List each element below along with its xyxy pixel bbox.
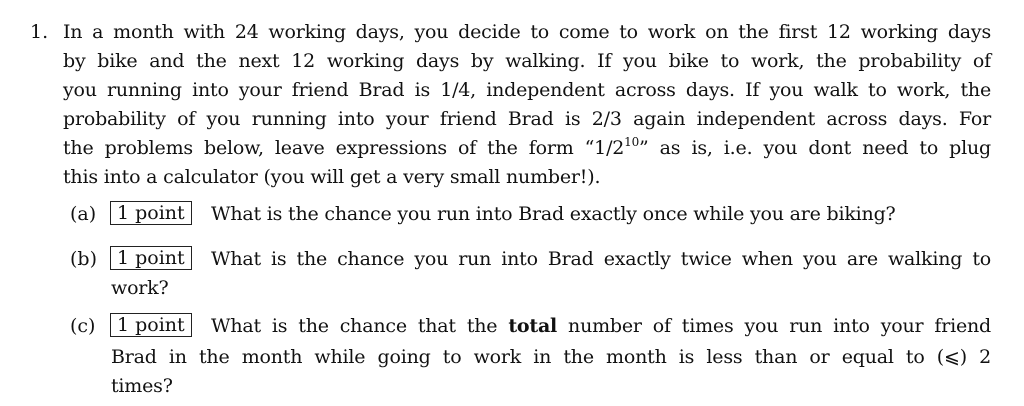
part-b-text-line-1: What is the chance you run into Brad exactly twice when you are walking to (211, 248, 991, 270)
question-line-5-start: the problems below, leave expressions of the form “1/2 (63, 137, 625, 159)
part-c-bold-word: total (508, 315, 558, 337)
part-b-label: (b) (70, 248, 97, 270)
part-c-text-line-3: times? (111, 375, 173, 397)
question-line-5-end: ” as is, i.e. you dont need to plug (639, 137, 991, 159)
exponent: 10 (624, 135, 640, 149)
question-line-2: by bike and the next 12 working days by walking. If you bike to work, the probability of (63, 50, 991, 72)
part-c-label: (c) (70, 315, 96, 337)
part-b-text-line-2: work? (111, 277, 169, 299)
question-number: 1. (30, 21, 49, 43)
part-a-points-box: 1 point (110, 201, 192, 225)
part-a-text: What is the chance you run into Brad exactly once while you are biking? (211, 203, 896, 225)
question-line-5 (63, 136, 991, 160)
question-line-3: you running into your friend Brad is 1/4, independent across days. If you walk to work, the (63, 79, 991, 101)
part-c-text-end: number of times you run into your friend (557, 315, 991, 337)
question-line-6: this into a calculator (you will get a very small number!). (63, 166, 601, 188)
question-line-1: In a month with 24 working days, you decide to come to work on the first 12 working days (63, 21, 991, 43)
part-c-text-start: What is the chance that the (211, 315, 509, 337)
part-c-text-line-1 (211, 314, 991, 338)
part-c-text-line-2: Brad in the month while going to work in the month is less than or equal to (⩽) 2 (111, 346, 991, 368)
part-c-points-box: 1 point (110, 313, 192, 337)
part-a-label: (a) (70, 203, 97, 225)
part-b-points-box: 1 point (110, 246, 192, 270)
question-line-4: probability of you running into your friend Brad is 2/3 again independent across days. For (63, 108, 991, 130)
